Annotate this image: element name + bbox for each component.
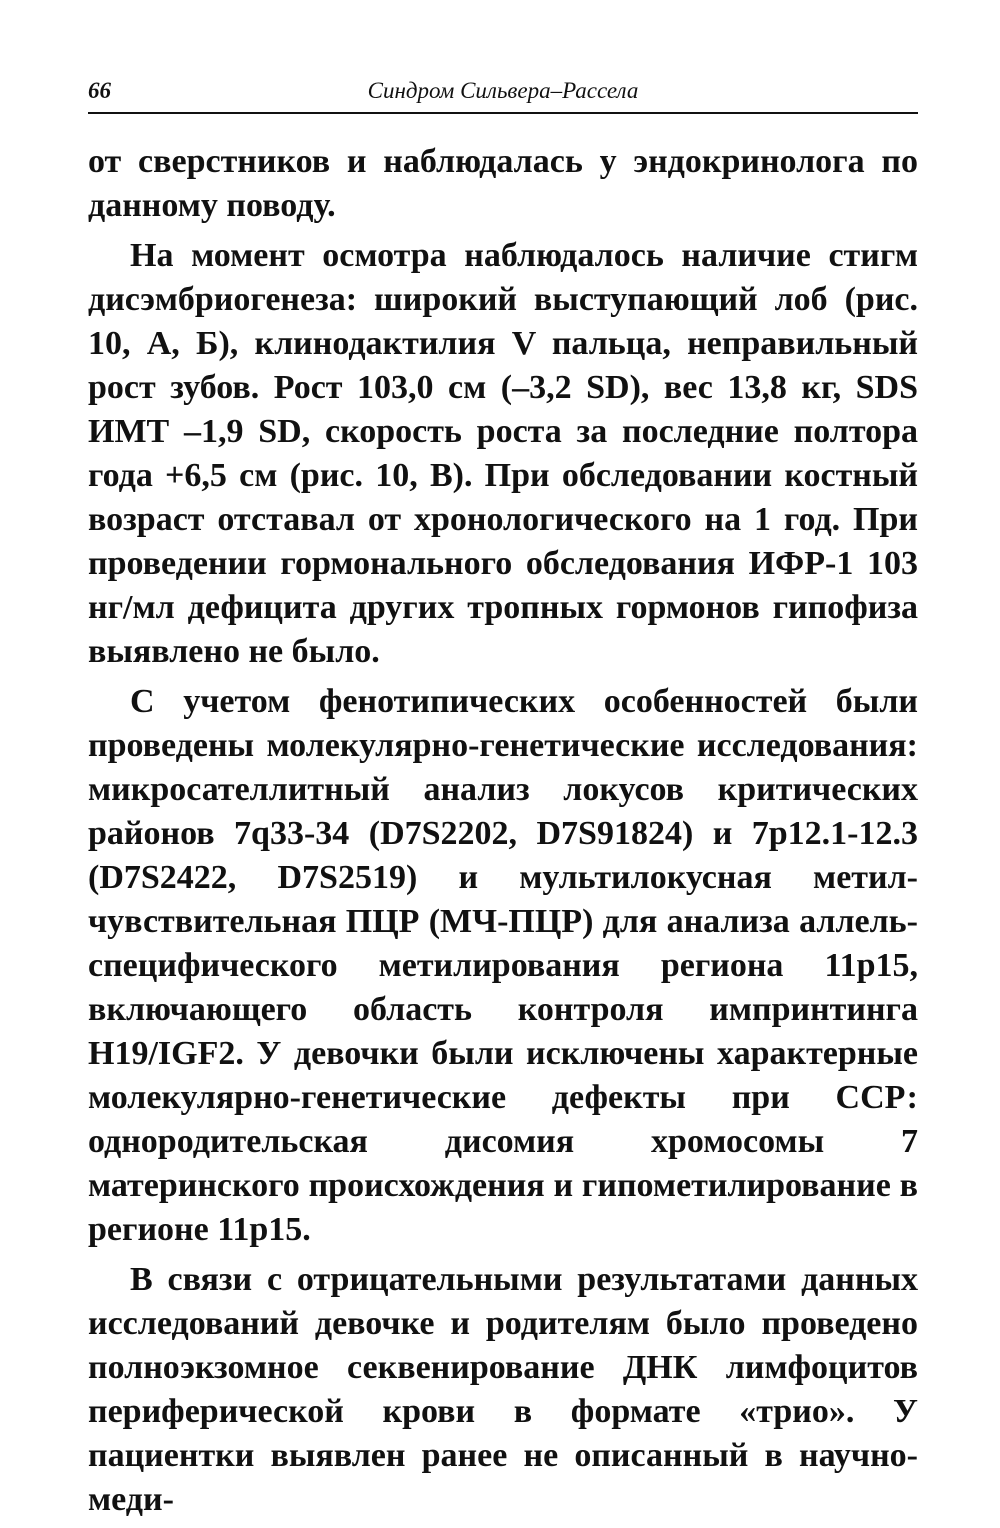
running-header <box>88 74 918 114</box>
book-page <box>88 0 918 1518</box>
paragraph-continuation: от сверстников и наблюдалась у эндокринолога по данному поводу. <box>88 143 918 224</box>
running-title: Синдром Сильвера–Рассела <box>367 78 639 103</box>
paragraph: На момент осмотра наблюдалось наличие стигм дисэмбриогенеза: широкий выступающий лоб (рис. 10, А, Б), клинодактилия V пальца, неправильный рост зубов. Рост 103,0 см (–3,2 SD), вес 13,8 кг, SDS ИМТ –1,9 SD, скорость роста за последние полтора года +6,5 см (рис. 10, В). При обследовании костный возраст отставал от хронологического на 1 год. При проведении гормонального обследования ИФР-1 103 нг/мл дефицита других тропных гормонов гипофиза выявлено не было. <box>88 237 918 670</box>
paragraph: С учетом фенотипических особенностей были проведены молекулярно-генетические исследования: микросателлитный анализ локусов критических районов 7q33-34 (D7S2202, D7S91824) и 7p12.1-12.3 (D7S2422, D7S2519) и мультилокусная метил-чувствительная ПЦР (МЧ-ПЦР) для анализа аллель-специфического метилирования региона 11p15, включающего область контроля импринтинга H19/IGF2. У девочки были исключены характерные молекулярно-генетические дефекты при ССР: однородительская дисомия хромосомы 7 материнского происхождения и гипометилирование в регионе 11p15. <box>88 683 918 1248</box>
body-text <box>88 140 918 1528</box>
page-number: 66 <box>88 78 111 103</box>
header-divider <box>88 112 918 114</box>
paragraph: В связи с отрицательными результатами данных исследований девочке и родителям было проведено полноэкзомное секвенирование ДНК лимфоцитов периферической крови в формате «трио». У пациентки выявлен ранее не описанный в научно-меди- <box>88 1261 918 1518</box>
